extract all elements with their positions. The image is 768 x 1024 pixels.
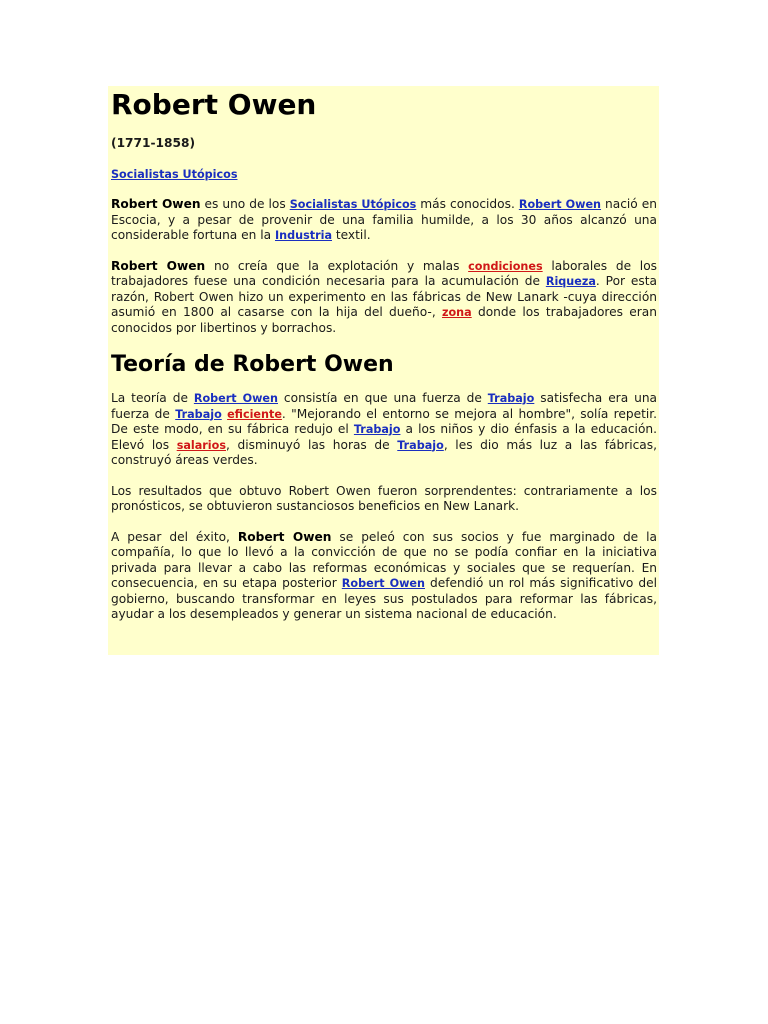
text-span: satisfecha era una fuerza de bbox=[111, 391, 658, 421]
text-span: donde los trabajadores eran conocidos por libertinos y borrachos. bbox=[111, 305, 657, 335]
bold-name: Robert Owen bbox=[111, 197, 201, 211]
text-span: nació en Escocia, y a pesar de provenir de una familia humilde, a los 30 años alcanzó una considerable fortuna en la bbox=[111, 197, 657, 242]
category-paragraph bbox=[111, 167, 657, 183]
text-span: es uno de los bbox=[200, 197, 290, 211]
link-trabajo[interactable]: Trabajo bbox=[487, 392, 535, 405]
text-span: . Por esta razón, Robert Owen hizo un experimento en las fábricas de New Lanark -cuya dirección asumió en 1800 al casarse con la hija del dueño-, bbox=[111, 274, 657, 319]
text-span: , disminuyó las horas de bbox=[225, 437, 398, 452]
intro-paragraph bbox=[111, 197, 657, 244]
text-span: se peleó con sus socios y fue marginado de la compañía, lo que lo llevó a la convicción de que no se podía confiar en la iniciativa privada para llevar a cabo las reformas económicas y sociales que se requerían. En consecuencia, en su etapa posterior bbox=[111, 529, 658, 590]
section-heading: Teoría de Robert Owen bbox=[111, 352, 394, 377]
later-stage-paragraph bbox=[111, 530, 657, 623]
text-span: . "Mejorando el entorno se mejora al hombre", solía repetir. De este modo, en su fábrica redujo el bbox=[111, 406, 658, 436]
link-trabajo[interactable]: Trabajo bbox=[353, 423, 401, 436]
article-content bbox=[108, 86, 659, 655]
text-span: no creía que la explotación y malas bbox=[205, 258, 469, 273]
link-robert-owen[interactable]: Robert Owen bbox=[193, 392, 278, 405]
link-trabajo[interactable]: Trabajo bbox=[175, 407, 222, 421]
results-paragraph: Los resultados que obtuvo Robert Owen fueron sorprendentes: contrariamente a los pronósticos, se obtuvieron sustanciosos beneficios en New Lanark. bbox=[111, 483, 657, 513]
bold-name: Robert Owen bbox=[237, 529, 332, 544]
bold-name: Robert Owen bbox=[111, 258, 206, 273]
text-span: consistía en que una fuerza de bbox=[277, 391, 488, 405]
link-salarios[interactable]: salarios bbox=[176, 438, 226, 452]
category-link[interactable]: Socialistas Utópicos bbox=[111, 167, 238, 181]
link-zona[interactable]: zona bbox=[441, 306, 472, 319]
link-riqueza[interactable]: Riqueza bbox=[545, 275, 596, 288]
theory-paragraph bbox=[111, 391, 657, 469]
text-span: La teoría de bbox=[111, 391, 194, 405]
link-eficiente[interactable]: eficiente bbox=[227, 407, 282, 421]
text-span: A pesar del éxito, bbox=[111, 529, 238, 544]
life-dates: (1771-1858) bbox=[111, 136, 196, 150]
text-span: textil. bbox=[332, 228, 371, 242]
link-socialistas-utopicos[interactable]: Socialistas Utópicos bbox=[289, 198, 417, 211]
link-robert-owen[interactable]: Robert Owen bbox=[518, 198, 602, 211]
link-condiciones[interactable]: condiciones bbox=[468, 259, 543, 273]
link-robert-owen[interactable]: Robert Owen bbox=[341, 577, 425, 590]
link-industria[interactable]: Industria bbox=[274, 229, 332, 242]
page-title: Robert Owen bbox=[111, 88, 317, 121]
link-trabajo[interactable]: Trabajo bbox=[397, 438, 444, 452]
text-span: laborales de los trabajadores fuese una condición necesaria para la acumulación de bbox=[111, 258, 658, 288]
text-span: defendió un rol más significativo del gobierno, buscando transformar en leyes sus postulados para reformar las fábricas, ayudar a los desempleados y generar un sistema nacional de educación. bbox=[111, 576, 657, 621]
text-span: a los niños y dio énfasis a la educación. Elevó los bbox=[111, 422, 657, 452]
text-span: , les dio más luz a las fábricas, construyó áreas verdes. bbox=[111, 437, 657, 467]
text-span: más conocidos. bbox=[416, 197, 519, 211]
conditions-paragraph bbox=[111, 259, 657, 337]
